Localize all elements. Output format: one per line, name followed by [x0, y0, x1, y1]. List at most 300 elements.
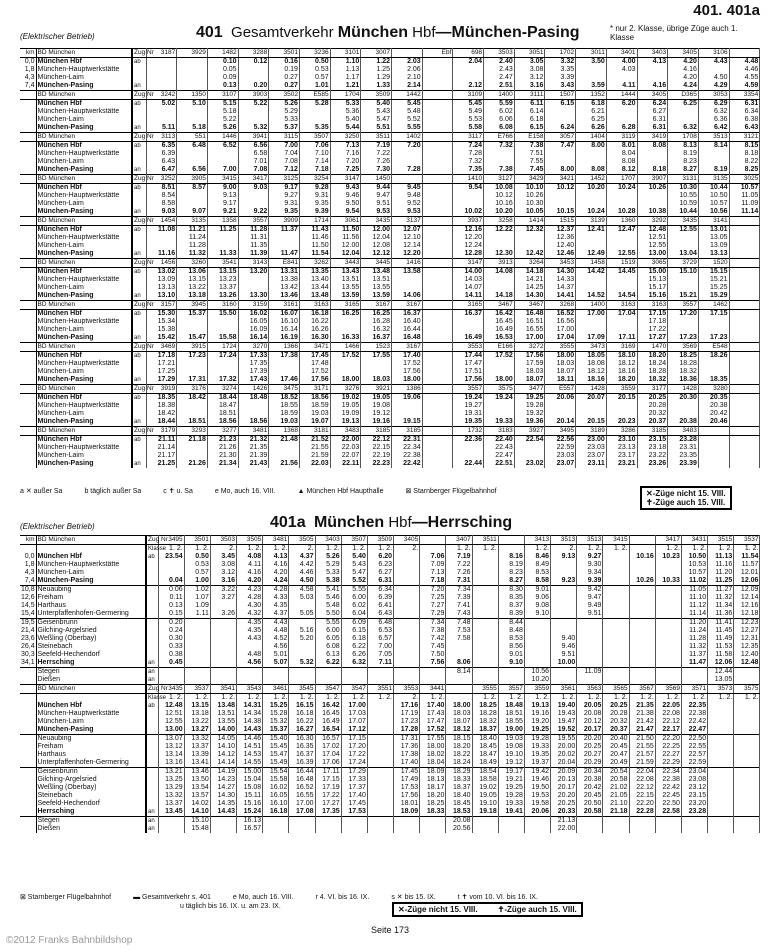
- departure-time: 6.18: [341, 635, 367, 643]
- departure-time: 18.47: [472, 751, 498, 759]
- departure-time: 6.41: [367, 602, 393, 610]
- departure-time: 18.40: [472, 735, 498, 744]
- departure-time: 5.52: [392, 116, 423, 124]
- station-name: Stegen: [36, 817, 146, 826]
- train-number: 3415: [207, 175, 238, 184]
- train-number: 1456: [146, 259, 177, 268]
- departure-time: [420, 825, 446, 833]
- departure-time: 16.22: [299, 318, 330, 326]
- departure-time: 2.40: [484, 58, 515, 67]
- departure-time: [422, 158, 453, 166]
- departure-time: [289, 619, 315, 628]
- train-class: 1. 2.: [472, 694, 498, 703]
- departure-time: [668, 116, 699, 124]
- departure-time: 7.38: [420, 627, 446, 635]
- train-number: [729, 343, 760, 352]
- departure-time: 13.55: [210, 718, 236, 726]
- departure-time: [514, 452, 545, 460]
- train-number: [422, 427, 453, 436]
- departure-time: [603, 635, 629, 643]
- departure-time: 20.17: [577, 726, 603, 735]
- station-row: [20, 743, 760, 751]
- station-km: [20, 735, 36, 744]
- departure-time: 5.51: [361, 124, 392, 133]
- departure-time: [177, 150, 208, 158]
- departure-time: [576, 66, 607, 74]
- departure-time: [453, 66, 484, 74]
- departure-time: 12.47: [606, 226, 637, 235]
- departure-time: 7.20: [420, 586, 446, 595]
- departure-time: 18.16: [576, 376, 607, 385]
- departure-time: [422, 402, 453, 410]
- departure-time: 17.23: [668, 334, 699, 343]
- station-name: München-Laim: [36, 200, 132, 208]
- train-number: 3111: [514, 91, 545, 100]
- train-class: 1. 2.: [184, 545, 210, 554]
- station-name: Steinebach: [36, 792, 146, 800]
- train-number: 1519: [606, 259, 637, 268]
- departure-time: 16.49: [315, 718, 341, 726]
- train-number: 3467: [514, 301, 545, 310]
- departure-time: [420, 676, 446, 685]
- legend-item: ▬ Gesamtverkehr s. 401: [133, 894, 211, 901]
- station-km: [20, 800, 36, 808]
- departure-time: 10.59: [668, 200, 699, 208]
- departure-time: 17.18: [146, 352, 177, 361]
- train-number: 3553: [453, 343, 484, 352]
- departure-time: 15.40: [263, 735, 289, 744]
- departure-time: 12.40: [545, 242, 576, 250]
- departure-time: 19.55: [551, 735, 577, 744]
- train-number: 3441: [420, 685, 446, 694]
- station-name: München-Laim: [36, 452, 132, 460]
- departure-time: [484, 410, 515, 418]
- station-row: [20, 276, 760, 284]
- departure-time: 8.27: [668, 166, 699, 175]
- train-number: 3453: [545, 259, 576, 268]
- train-class: 2.: [394, 694, 420, 703]
- departure-time: 4.37: [263, 610, 289, 619]
- station-row: [20, 352, 760, 361]
- departure-time: 14.35: [210, 800, 236, 808]
- train-number: 3167: [392, 343, 423, 352]
- departure-time: 11.56: [330, 234, 361, 242]
- departure-time: 22.38: [655, 776, 681, 784]
- station-row: [20, 310, 760, 319]
- train-number: 1426: [238, 385, 269, 394]
- departure-time: 19.09: [330, 410, 361, 418]
- departure-time: 13.06: [177, 268, 208, 277]
- departure-time: [394, 643, 420, 651]
- train-number: 3288: [238, 49, 269, 58]
- departure-time: 5.32: [238, 124, 269, 133]
- departure-time: 16.53: [484, 334, 515, 343]
- departure-time: [668, 410, 699, 418]
- departure-time: 17.40: [394, 759, 420, 768]
- departure-time: [289, 817, 315, 826]
- departure-time: [289, 643, 315, 651]
- departure-time: 22.23: [361, 460, 392, 468]
- departure-time: [668, 326, 699, 334]
- departure-time: [422, 208, 453, 217]
- departure-time: 4.13: [637, 58, 668, 67]
- departure-time: 19.24: [453, 394, 484, 403]
- departure-time: 22.59: [545, 444, 576, 452]
- departure-time: 15.47: [263, 751, 289, 759]
- departure-time: 18.03: [514, 368, 545, 376]
- departure-time: [289, 668, 315, 677]
- train-number-row: [20, 217, 760, 226]
- departure-time: 5.49: [453, 108, 484, 116]
- departure-time: 5.46: [315, 594, 341, 602]
- departure-time: 17.23: [394, 718, 420, 726]
- station-km: [20, 718, 36, 726]
- departure-time: 1.02: [184, 586, 210, 595]
- station-row: [20, 184, 760, 193]
- departure-time: 9.27: [577, 553, 603, 561]
- train-number: 3507: [299, 133, 330, 142]
- train-number: 3501: [184, 536, 210, 545]
- arrival-departure-mark: an: [132, 460, 146, 468]
- departure-time: 16.51: [514, 318, 545, 326]
- departure-time: 17.45: [299, 352, 330, 361]
- arrival-departure-mark: [146, 726, 158, 735]
- arrival-departure-mark: [146, 610, 158, 619]
- train-number: [698, 427, 729, 436]
- departure-time: 19.00: [498, 726, 524, 735]
- departure-time: 20.54: [603, 768, 629, 777]
- departure-time: 6.32: [668, 124, 699, 133]
- departure-time: 17.11: [315, 768, 341, 777]
- departure-time: 17.43: [238, 376, 269, 385]
- departure-time: 19.47: [551, 718, 577, 726]
- departure-time: [698, 326, 729, 334]
- departure-time: [729, 444, 760, 452]
- departure-time: [446, 676, 472, 685]
- departure-time: [361, 368, 392, 376]
- departure-time: 4.43: [698, 58, 729, 67]
- departure-time: 3.12: [514, 74, 545, 82]
- departure-time: 11.25: [708, 577, 734, 586]
- departure-time: 12.48: [637, 226, 668, 235]
- train-number: 3185: [637, 427, 668, 436]
- train-number: 3137: [392, 217, 423, 226]
- departure-time: 6.25: [576, 116, 607, 124]
- departure-time: 8.16: [498, 553, 524, 561]
- departure-time: 14.51: [237, 743, 263, 751]
- train-number: 3537: [184, 685, 210, 694]
- departure-time: 17.27: [315, 800, 341, 808]
- departure-time: [422, 292, 453, 301]
- train-class: 1. 2.: [446, 545, 472, 554]
- departure-time: 14.23: [210, 776, 236, 784]
- departure-time: 4.20: [668, 74, 699, 82]
- departure-time: 7.01: [238, 158, 269, 166]
- departure-time: 0.50: [184, 553, 210, 561]
- departure-time: 14.11: [453, 292, 484, 301]
- train-number: [729, 49, 760, 58]
- departure-time: 3.22: [210, 586, 236, 595]
- departure-time: 18.03: [361, 376, 392, 385]
- departure-time: [207, 150, 238, 158]
- train-number: 3181: [299, 427, 330, 436]
- departure-time: 12.55: [637, 242, 668, 250]
- departure-time: 10.16: [629, 553, 655, 561]
- train-number: 1414: [514, 217, 545, 226]
- departure-time: 11.31: [238, 234, 269, 242]
- departure-time: 21.35: [238, 444, 269, 452]
- departure-time: 21.32: [238, 436, 269, 445]
- departure-time: 11.33: [207, 250, 238, 259]
- departure-time: 12.55: [606, 250, 637, 259]
- departure-time: [551, 610, 577, 619]
- departure-time: 22.35: [681, 702, 707, 710]
- departure-time: 18.32: [668, 368, 699, 376]
- departure-time: [524, 627, 550, 635]
- train-number: 3135: [698, 175, 729, 184]
- arrival-departure-mark: an: [146, 676, 158, 685]
- departure-time: [545, 192, 576, 200]
- departure-time: 4.59: [729, 82, 760, 91]
- departure-time: 15.08: [237, 784, 263, 792]
- departure-time: 14.55: [237, 759, 263, 768]
- departure-time: 15.50: [207, 310, 238, 319]
- train-number-row: [20, 259, 760, 268]
- departure-time: 21.50: [629, 735, 655, 744]
- departure-time: [606, 410, 637, 418]
- departure-time: 12.30: [484, 250, 515, 259]
- departure-time: [734, 817, 760, 826]
- departure-time: 6.52: [207, 142, 238, 151]
- station-name: München-Hauptwerkstätte: [36, 444, 132, 452]
- departure-time: 22.27: [655, 751, 681, 759]
- departure-time: 11.54: [299, 250, 330, 259]
- departure-time: 4.20: [263, 569, 289, 577]
- departure-time: 23.54: [158, 553, 184, 561]
- departure-time: 10.24: [606, 184, 637, 193]
- departure-time: 17.56: [299, 376, 330, 385]
- departure-time: [708, 751, 734, 759]
- train-number: 3167: [392, 301, 423, 310]
- departure-time: [422, 368, 453, 376]
- departure-time: [629, 817, 655, 826]
- departure-time: 16.33: [330, 334, 361, 343]
- departure-time: 1.21: [330, 82, 361, 91]
- departure-time: 0.24: [158, 627, 184, 635]
- departure-time: [394, 594, 420, 602]
- station-row: [20, 100, 760, 109]
- train-number: 3483: [668, 427, 699, 436]
- train-number: 3053: [698, 91, 729, 100]
- arrival-departure-mark: [146, 784, 158, 792]
- station-name: Gilching-Argelsried: [36, 627, 146, 635]
- departure-time: [394, 553, 420, 561]
- departure-time: 6.58: [238, 150, 269, 158]
- departure-time: 3.50: [576, 58, 607, 67]
- departure-time: 6.31: [637, 116, 668, 124]
- departure-time: 17.07: [341, 718, 367, 726]
- departure-time: 13.46: [184, 768, 210, 777]
- departure-time: 4.46: [289, 569, 315, 577]
- station-km: 4,3: [20, 74, 36, 82]
- station-name: Steinebach: [36, 643, 146, 651]
- departure-time: 5.10: [177, 100, 208, 109]
- departure-time: 7.04: [269, 150, 300, 158]
- station-name: München-Hauptwerkstätte: [36, 234, 132, 242]
- departure-time: 18.56: [299, 394, 330, 403]
- departure-time: 6.56: [238, 142, 269, 151]
- departure-time: 8.18: [729, 150, 760, 158]
- departure-time: 18.44: [207, 394, 238, 403]
- departure-time: 14.43: [210, 808, 236, 817]
- departure-time: 20.40: [603, 735, 629, 744]
- departure-time: 16.19: [269, 334, 300, 343]
- departure-time: 18.03: [446, 710, 472, 718]
- departure-time: 15.45: [263, 743, 289, 751]
- departure-time: [576, 318, 607, 326]
- train-number: 1400: [484, 91, 515, 100]
- departure-time: 18.29: [446, 768, 472, 777]
- departure-time: 4.48: [729, 58, 760, 67]
- departure-time: [422, 318, 453, 326]
- train-number: [422, 133, 453, 142]
- station-name: München-Pasing: [36, 418, 132, 427]
- departure-time: 13.51: [210, 710, 236, 718]
- departure-time: 13.20: [238, 268, 269, 277]
- departure-time: 22.07: [330, 452, 361, 460]
- departure-time: [472, 676, 498, 685]
- departure-time: 7.14: [299, 158, 330, 166]
- departure-time: 14.30: [545, 268, 576, 277]
- train-class: 1. 2.: [524, 694, 550, 703]
- station-km: 4,3: [20, 569, 36, 577]
- departure-time: [420, 817, 446, 826]
- departure-time: 18.20: [606, 376, 637, 385]
- train-number: 3559: [524, 685, 550, 694]
- train-number: 3250: [330, 133, 361, 142]
- departure-time: 7.30: [361, 166, 392, 175]
- direction-label: BD München: [36, 343, 132, 352]
- departure-time: 14.03: [453, 276, 484, 284]
- departure-time: 13.10: [146, 292, 177, 301]
- train-number: 3163: [637, 301, 668, 310]
- departure-time: 17.22: [341, 751, 367, 759]
- departure-time: 5.44: [330, 124, 361, 133]
- departure-time: [422, 242, 453, 250]
- departure-time: 20.33: [551, 808, 577, 817]
- departure-time: 21.59: [629, 759, 655, 768]
- departure-time: 18.42: [177, 394, 208, 403]
- train-number: 3277: [207, 427, 238, 436]
- departure-time: 11.50: [330, 226, 361, 235]
- departure-time: 18.56: [238, 418, 269, 427]
- departure-time: 8.00: [545, 166, 576, 175]
- departure-time: 17.12: [341, 726, 367, 735]
- train-number: 1732: [453, 427, 484, 436]
- departure-time: 0.53: [184, 561, 210, 569]
- departure-time: [484, 150, 515, 158]
- station-row: [20, 768, 760, 777]
- station-km: [20, 326, 36, 334]
- departure-time: [367, 759, 393, 768]
- station-km: 23,6: [21, 635, 35, 642]
- departure-time: [698, 460, 729, 468]
- train-class: 1. 2.: [237, 694, 263, 703]
- departure-time: [394, 668, 420, 677]
- train-class: 1. 2.: [341, 694, 367, 703]
- departure-time: [734, 751, 760, 759]
- departure-time: [577, 619, 603, 628]
- train-number-row: [20, 91, 760, 100]
- station-row: [20, 676, 760, 685]
- departure-time: 13.59: [330, 292, 361, 301]
- station-km: [20, 792, 36, 800]
- departure-time: 11.16: [146, 250, 177, 259]
- departure-time: [545, 410, 576, 418]
- departure-time: 17.56: [514, 352, 545, 361]
- departure-time: 12.04: [330, 250, 361, 259]
- departure-time: 6.05: [315, 635, 341, 643]
- departure-time: 6.22: [341, 643, 367, 651]
- departure-time: 12.28: [453, 250, 484, 259]
- departure-time: 11.21: [177, 226, 208, 235]
- train-number: 1520: [698, 259, 729, 268]
- departure-time: 22.08: [629, 776, 655, 784]
- departure-time: [237, 643, 263, 651]
- train-number: 1702: [545, 49, 576, 58]
- train-number-label: Zug Nr: [134, 343, 154, 350]
- departure-time: 16.07: [269, 310, 300, 319]
- train-number: 1724: [207, 343, 238, 352]
- station-row: [20, 108, 760, 116]
- train-number: 1515: [545, 217, 576, 226]
- train-number-label: Zug Nr: [134, 259, 154, 266]
- train-class: [629, 545, 655, 554]
- station-row: [20, 452, 760, 460]
- departure-time: 9.46: [551, 643, 577, 651]
- departure-time: 23.03: [545, 452, 576, 460]
- station-name: München-Pasing: [36, 726, 146, 735]
- departure-time: [422, 360, 453, 368]
- train-number: 3125: [269, 175, 300, 184]
- departure-time: [367, 776, 393, 784]
- departure-time: 11.37: [269, 226, 300, 235]
- departure-time: 8.04: [606, 150, 637, 158]
- departure-time: [729, 318, 760, 326]
- train-number: 3159: [238, 301, 269, 310]
- station-row: [20, 82, 760, 91]
- departure-time: [708, 817, 734, 826]
- station-km: 34,1: [21, 659, 35, 666]
- departure-time: 18.03: [545, 360, 576, 368]
- departure-time: 6.09: [341, 619, 367, 628]
- departure-time: [330, 360, 361, 368]
- departure-time: 5.40: [361, 100, 392, 109]
- departure-time: 5.58: [453, 124, 484, 133]
- station-name: München-Laim: [36, 326, 132, 334]
- station-km: [20, 234, 36, 242]
- departure-time: [606, 108, 637, 116]
- departure-time: 22.03: [299, 460, 330, 468]
- train-number: [729, 259, 760, 268]
- arrival-departure-mark: ab: [132, 184, 146, 193]
- departure-time: 9.50: [330, 200, 361, 208]
- departure-time: [606, 242, 637, 250]
- departure-time: 19.05: [361, 394, 392, 403]
- departure-time: 20.15: [606, 394, 637, 403]
- departure-time: 5.47: [341, 569, 367, 577]
- departure-time: 3.35: [545, 66, 576, 74]
